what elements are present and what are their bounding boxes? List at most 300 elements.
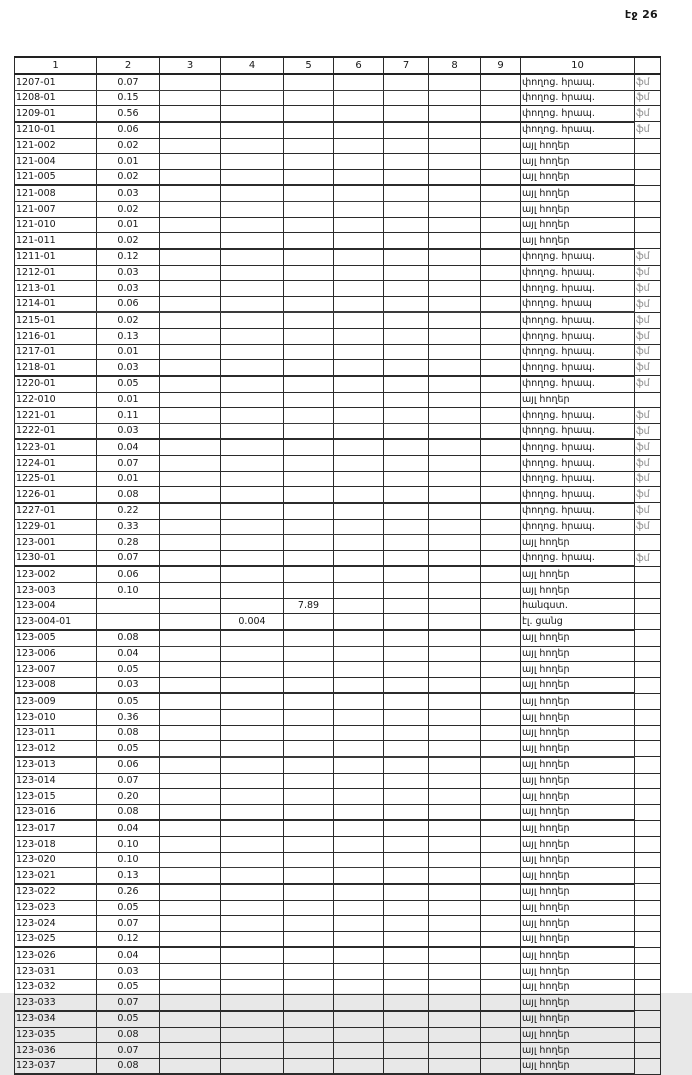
value-cell-col2: 0.03	[97, 281, 160, 297]
value-cell-col4	[221, 344, 284, 360]
value-cell-col7	[384, 202, 429, 218]
value-cell-col7	[384, 900, 429, 916]
value-cell-col8	[429, 884, 481, 900]
parcel-code-cell: 123-036	[15, 1043, 97, 1059]
value-cell-col2: 0.01	[97, 471, 160, 487]
table-row	[15, 583, 661, 599]
value-cell-col5	[284, 1043, 334, 1059]
value-cell-col4	[221, 916, 284, 932]
land-use-cell: փողոց. հրապ.	[521, 344, 635, 360]
table-row	[15, 916, 661, 932]
value-cell-col7	[384, 296, 429, 312]
value-cell-col9	[481, 789, 521, 805]
value-cell-col9	[481, 598, 521, 614]
value-cell-col8	[429, 931, 481, 947]
parcel-code-cell: 123-002	[15, 566, 97, 582]
margin-mark	[635, 1011, 661, 1027]
value-cell-col6	[334, 979, 384, 995]
value-cell-col5	[284, 583, 334, 599]
land-use-cell: փողոց. հրապ.	[521, 249, 635, 265]
value-cell-col3	[160, 90, 221, 106]
land-use-cell: այլ հողեր	[521, 583, 635, 599]
parcel-code-cell: 1217-01	[15, 344, 97, 360]
value-cell-col6	[334, 662, 384, 678]
value-cell-col4	[221, 329, 284, 345]
table-row	[15, 281, 661, 297]
parcel-code-cell: 1222-01	[15, 423, 97, 439]
table-row	[15, 487, 661, 503]
land-use-cell: այլ հողեր	[521, 931, 635, 947]
value-cell-col8	[429, 423, 481, 439]
margin-mark	[635, 1058, 661, 1074]
value-cell-col2: 0.12	[97, 931, 160, 947]
value-cell-col5	[284, 916, 334, 932]
table-row	[15, 90, 661, 106]
value-cell-col3	[160, 217, 221, 233]
value-cell-col7	[384, 281, 429, 297]
value-cell-col8	[429, 757, 481, 773]
value-cell-col4	[221, 487, 284, 503]
parcel-code-cell: 1216-01	[15, 329, 97, 345]
value-cell-col2: 0.05	[97, 900, 160, 916]
value-cell-col3	[160, 376, 221, 392]
value-cell-col3	[160, 725, 221, 741]
table-row	[15, 456, 661, 472]
value-cell-col3	[160, 710, 221, 726]
value-cell-col8	[429, 837, 481, 853]
value-cell-col9	[481, 837, 521, 853]
value-cell-col5	[284, 344, 334, 360]
value-cell-col4	[221, 741, 284, 757]
value-cell-col5	[284, 90, 334, 106]
value-cell-col7	[384, 1058, 429, 1074]
land-use-cell: այլ հողեր	[521, 1058, 635, 1074]
margin-mark: ֆմ	[635, 122, 661, 138]
value-cell-col2: 0.08	[97, 1027, 160, 1043]
value-cell-col3	[160, 312, 221, 328]
value-cell-col3	[160, 408, 221, 424]
value-cell-col9	[481, 439, 521, 455]
value-cell-col8	[429, 1058, 481, 1074]
value-cell-col4	[221, 964, 284, 980]
value-cell-col7	[384, 169, 429, 185]
value-cell-col5	[284, 122, 334, 138]
value-cell-col8	[429, 725, 481, 741]
table-row	[15, 471, 661, 487]
margin-mark: ֆմ	[635, 90, 661, 106]
value-cell-col9	[481, 614, 521, 630]
value-cell-col2: 0.28	[97, 535, 160, 551]
table-row	[15, 789, 661, 805]
margin-mark	[635, 662, 661, 678]
value-cell-col4	[221, 1027, 284, 1043]
value-cell-col8	[429, 789, 481, 805]
table-row	[15, 820, 661, 836]
value-cell-col4	[221, 630, 284, 646]
value-cell-col7	[384, 439, 429, 455]
parcel-code-cell: 123-009	[15, 693, 97, 709]
margin-mark	[635, 710, 661, 726]
value-cell-col5: 7.89	[284, 598, 334, 614]
value-cell-col9	[481, 344, 521, 360]
land-use-cell: այլ հողեր	[521, 233, 635, 249]
land-use-cell: էլ. ցանց	[521, 614, 635, 630]
land-use-cell: այլ հողեր	[521, 169, 635, 185]
table-row	[15, 503, 661, 519]
value-cell-col5	[284, 710, 334, 726]
value-cell-col8	[429, 296, 481, 312]
value-cell-col2: 0.01	[97, 344, 160, 360]
parcel-code-cell: 123-016	[15, 804, 97, 820]
value-cell-col4	[221, 773, 284, 789]
value-cell-col7	[384, 725, 429, 741]
value-cell-col7	[384, 456, 429, 472]
value-cell-col8	[429, 995, 481, 1011]
value-cell-col6	[334, 646, 384, 662]
parcel-code-cell: 121-011	[15, 233, 97, 249]
parcel-code-cell: 123-037	[15, 1058, 97, 1074]
value-cell-col8	[429, 185, 481, 201]
value-cell-col9	[481, 1058, 521, 1074]
value-cell-col8	[429, 456, 481, 472]
value-cell-col4	[221, 217, 284, 233]
margin-mark	[635, 598, 661, 614]
value-cell-col4: 0.004	[221, 614, 284, 630]
land-use-cell: այլ հողեր	[521, 868, 635, 884]
table-row	[15, 646, 661, 662]
land-use-cell: փողոց. հրապ.	[521, 122, 635, 138]
value-cell-col3	[160, 757, 221, 773]
value-cell-col9	[481, 757, 521, 773]
value-cell-col7	[384, 916, 429, 932]
value-cell-col6	[334, 884, 384, 900]
value-cell-col5	[284, 979, 334, 995]
value-cell-col2: 0.06	[97, 566, 160, 582]
parcel-code-cell: 1218-01	[15, 360, 97, 376]
value-cell-col2: 0.56	[97, 106, 160, 122]
land-use-cell: այլ հողեր	[521, 837, 635, 853]
value-cell-col5	[284, 1027, 334, 1043]
table-row	[15, 757, 661, 773]
value-cell-col6	[334, 964, 384, 980]
value-cell-col5	[284, 550, 334, 566]
parcel-code-cell: 121-004	[15, 154, 97, 170]
value-cell-col4	[221, 360, 284, 376]
value-cell-col4	[221, 804, 284, 820]
value-cell-col8	[429, 376, 481, 392]
margin-mark	[635, 614, 661, 630]
table-row	[15, 74, 661, 90]
value-cell-col5	[284, 265, 334, 281]
table-row	[15, 138, 661, 154]
value-cell-col7	[384, 566, 429, 582]
land-use-cell: փողոց. հրապ.	[521, 408, 635, 424]
value-cell-col3	[160, 1011, 221, 1027]
value-cell-col4	[221, 852, 284, 868]
value-cell-col4	[221, 677, 284, 693]
value-cell-col6	[334, 614, 384, 630]
value-cell-col3	[160, 233, 221, 249]
value-cell-col3	[160, 344, 221, 360]
value-cell-col4	[221, 74, 284, 90]
value-cell-col4	[221, 376, 284, 392]
value-cell-col2: 0.01	[97, 154, 160, 170]
value-cell-col7	[384, 710, 429, 726]
land-use-cell: փողոց. հրապ.	[521, 90, 635, 106]
value-cell-col4	[221, 90, 284, 106]
parcel-code-cell: 123-031	[15, 964, 97, 980]
value-cell-col8	[429, 487, 481, 503]
parcel-code-cell: 1210-01	[15, 122, 97, 138]
value-cell-col4	[221, 312, 284, 328]
value-cell-col2: 0.05	[97, 979, 160, 995]
margin-mark	[635, 916, 661, 932]
value-cell-col8	[429, 677, 481, 693]
value-cell-col5	[284, 820, 334, 836]
land-use-cell: այլ հողեր	[521, 916, 635, 932]
margin-mark	[635, 741, 661, 757]
value-cell-col8	[429, 281, 481, 297]
value-cell-col2: 0.04	[97, 439, 160, 455]
value-cell-col5	[284, 566, 334, 582]
land-use-cell: փողոց. հրապ.	[521, 471, 635, 487]
table-row	[15, 725, 661, 741]
value-cell-col9	[481, 376, 521, 392]
margin-mark	[635, 964, 661, 980]
value-cell-col2: 0.10	[97, 837, 160, 853]
value-cell-col6	[334, 487, 384, 503]
land-use-cell: փողոց. հրապ.	[521, 312, 635, 328]
table-row	[15, 535, 661, 551]
value-cell-col3	[160, 456, 221, 472]
value-cell-col2: 0.05	[97, 376, 160, 392]
value-cell-col6	[334, 837, 384, 853]
value-cell-col2: 0.20	[97, 789, 160, 805]
value-cell-col7	[384, 122, 429, 138]
value-cell-col7	[384, 106, 429, 122]
value-cell-col6	[334, 1058, 384, 1074]
value-cell-col6	[334, 916, 384, 932]
value-cell-col3	[160, 138, 221, 154]
value-cell-col7	[384, 265, 429, 281]
margin-mark	[635, 693, 661, 709]
value-cell-col2: 0.26	[97, 884, 160, 900]
value-cell-col5	[284, 868, 334, 884]
value-cell-col4	[221, 598, 284, 614]
parcel-code-cell: 123-024	[15, 916, 97, 932]
value-cell-col9	[481, 360, 521, 376]
value-cell-col3	[160, 503, 221, 519]
value-cell-col9	[481, 773, 521, 789]
table-row	[15, 122, 661, 138]
value-cell-col5	[284, 185, 334, 201]
value-cell-col9	[481, 138, 521, 154]
margin-mark	[635, 947, 661, 963]
value-cell-col5	[284, 408, 334, 424]
value-cell-col3	[160, 995, 221, 1011]
land-use-cell: այլ հողեր	[521, 995, 635, 1011]
value-cell-col3	[160, 868, 221, 884]
table-row	[15, 1027, 661, 1043]
table-row	[15, 979, 661, 995]
value-cell-col3	[160, 979, 221, 995]
value-cell-col8	[429, 550, 481, 566]
table-row	[15, 1058, 661, 1074]
parcel-code-cell: 123-010	[15, 710, 97, 726]
margin-mark	[635, 630, 661, 646]
value-cell-col9	[481, 1043, 521, 1059]
table-row	[15, 995, 661, 1011]
parcel-code-cell: 1213-01	[15, 281, 97, 297]
value-cell-col8	[429, 90, 481, 106]
value-cell-col3	[160, 598, 221, 614]
land-use-cell: այլ հողեր	[521, 693, 635, 709]
value-cell-col6	[334, 265, 384, 281]
land-use-cell: այլ հողեր	[521, 202, 635, 218]
value-cell-col6	[334, 202, 384, 218]
value-cell-col5	[284, 662, 334, 678]
value-cell-col8	[429, 122, 481, 138]
margin-mark	[635, 646, 661, 662]
value-cell-col6	[334, 281, 384, 297]
value-cell-col7	[384, 646, 429, 662]
value-cell-col8	[429, 503, 481, 519]
margin-mark	[635, 979, 661, 995]
value-cell-col3	[160, 74, 221, 90]
value-cell-col3	[160, 583, 221, 599]
value-cell-col2: 0.13	[97, 868, 160, 884]
value-cell-col7	[384, 344, 429, 360]
value-cell-col9	[481, 503, 521, 519]
parcel-code-cell: 123-004-01	[15, 614, 97, 630]
value-cell-col5	[284, 392, 334, 408]
value-cell-col5	[284, 837, 334, 853]
value-cell-col7	[384, 360, 429, 376]
margin-mark	[635, 773, 661, 789]
value-cell-col5	[284, 376, 334, 392]
value-cell-col9	[481, 296, 521, 312]
margin-mark	[635, 169, 661, 185]
value-cell-col4	[221, 154, 284, 170]
value-cell-col3	[160, 296, 221, 312]
value-cell-col9	[481, 456, 521, 472]
value-cell-col7	[384, 249, 429, 265]
value-cell-col8	[429, 106, 481, 122]
value-cell-col2: 0.07	[97, 74, 160, 90]
value-cell-col6	[334, 1011, 384, 1027]
land-use-cell: այլ հողեր	[521, 154, 635, 170]
land-use-cell: այլ հողեր	[521, 757, 635, 773]
value-cell-col8	[429, 439, 481, 455]
value-cell-col4	[221, 646, 284, 662]
column-header-4: 4	[221, 57, 284, 74]
value-cell-col7	[384, 677, 429, 693]
value-cell-col8	[429, 202, 481, 218]
parcel-code-cell: 1229-01	[15, 519, 97, 535]
land-use-cell: փողոց. հրապ.	[521, 423, 635, 439]
value-cell-col9	[481, 566, 521, 582]
header-row	[15, 57, 661, 74]
parcel-code-cell: 123-007	[15, 662, 97, 678]
value-cell-col6	[334, 233, 384, 249]
parcel-code-cell: 1224-01	[15, 456, 97, 472]
value-cell-col3	[160, 837, 221, 853]
value-cell-col9	[481, 725, 521, 741]
value-cell-col5	[284, 852, 334, 868]
value-cell-col4	[221, 265, 284, 281]
value-cell-col6	[334, 296, 384, 312]
value-cell-col2	[97, 614, 160, 630]
value-cell-col7	[384, 154, 429, 170]
table-row	[15, 439, 661, 455]
value-cell-col6	[334, 456, 384, 472]
value-cell-col3	[160, 662, 221, 678]
margin-mark: ֆմ	[635, 376, 661, 392]
land-use-cell: այլ հողեր	[521, 741, 635, 757]
value-cell-col5	[284, 693, 334, 709]
value-cell-col2: 0.08	[97, 630, 160, 646]
value-cell-col9	[481, 1027, 521, 1043]
value-cell-col9	[481, 931, 521, 947]
value-cell-col2: 0.02	[97, 233, 160, 249]
value-cell-col8	[429, 1043, 481, 1059]
parcel-code-cell: 122-010	[15, 392, 97, 408]
value-cell-col7	[384, 329, 429, 345]
value-cell-col7	[384, 614, 429, 630]
table-row	[15, 249, 661, 265]
value-cell-col3	[160, 693, 221, 709]
value-cell-col5	[284, 1011, 334, 1027]
value-cell-col7	[384, 852, 429, 868]
margin-mark	[635, 837, 661, 853]
land-use-cell: այլ հողեր	[521, 725, 635, 741]
value-cell-col7	[384, 503, 429, 519]
parcel-code-cell: 123-034	[15, 1011, 97, 1027]
value-cell-col5	[284, 773, 334, 789]
value-cell-col5	[284, 677, 334, 693]
value-cell-col8	[429, 630, 481, 646]
table-row	[15, 550, 661, 566]
value-cell-col2: 0.03	[97, 360, 160, 376]
value-cell-col4	[221, 106, 284, 122]
margin-mark	[635, 202, 661, 218]
value-cell-col2: 0.10	[97, 583, 160, 599]
value-cell-col7	[384, 74, 429, 90]
parcel-code-cell: 123-026	[15, 947, 97, 963]
value-cell-col4	[221, 122, 284, 138]
margin-mark: ֆմ	[635, 296, 661, 312]
table-body	[15, 74, 661, 1074]
value-cell-col8	[429, 583, 481, 599]
value-cell-col5	[284, 789, 334, 805]
value-cell-col4	[221, 1058, 284, 1074]
value-cell-col8	[429, 900, 481, 916]
parcel-code-cell: 1220-01	[15, 376, 97, 392]
value-cell-col5	[284, 995, 334, 1011]
land-use-cell: փողոց. հրապ.	[521, 519, 635, 535]
value-cell-col2: 0.06	[97, 122, 160, 138]
value-cell-col8	[429, 979, 481, 995]
value-cell-col7	[384, 90, 429, 106]
value-cell-col9	[481, 106, 521, 122]
value-cell-col5	[284, 456, 334, 472]
value-cell-col2: 0.13	[97, 329, 160, 345]
value-cell-col5	[284, 202, 334, 218]
value-cell-col4	[221, 662, 284, 678]
value-cell-col7	[384, 519, 429, 535]
margin-mark: ֆմ	[635, 329, 661, 345]
value-cell-col7	[384, 773, 429, 789]
